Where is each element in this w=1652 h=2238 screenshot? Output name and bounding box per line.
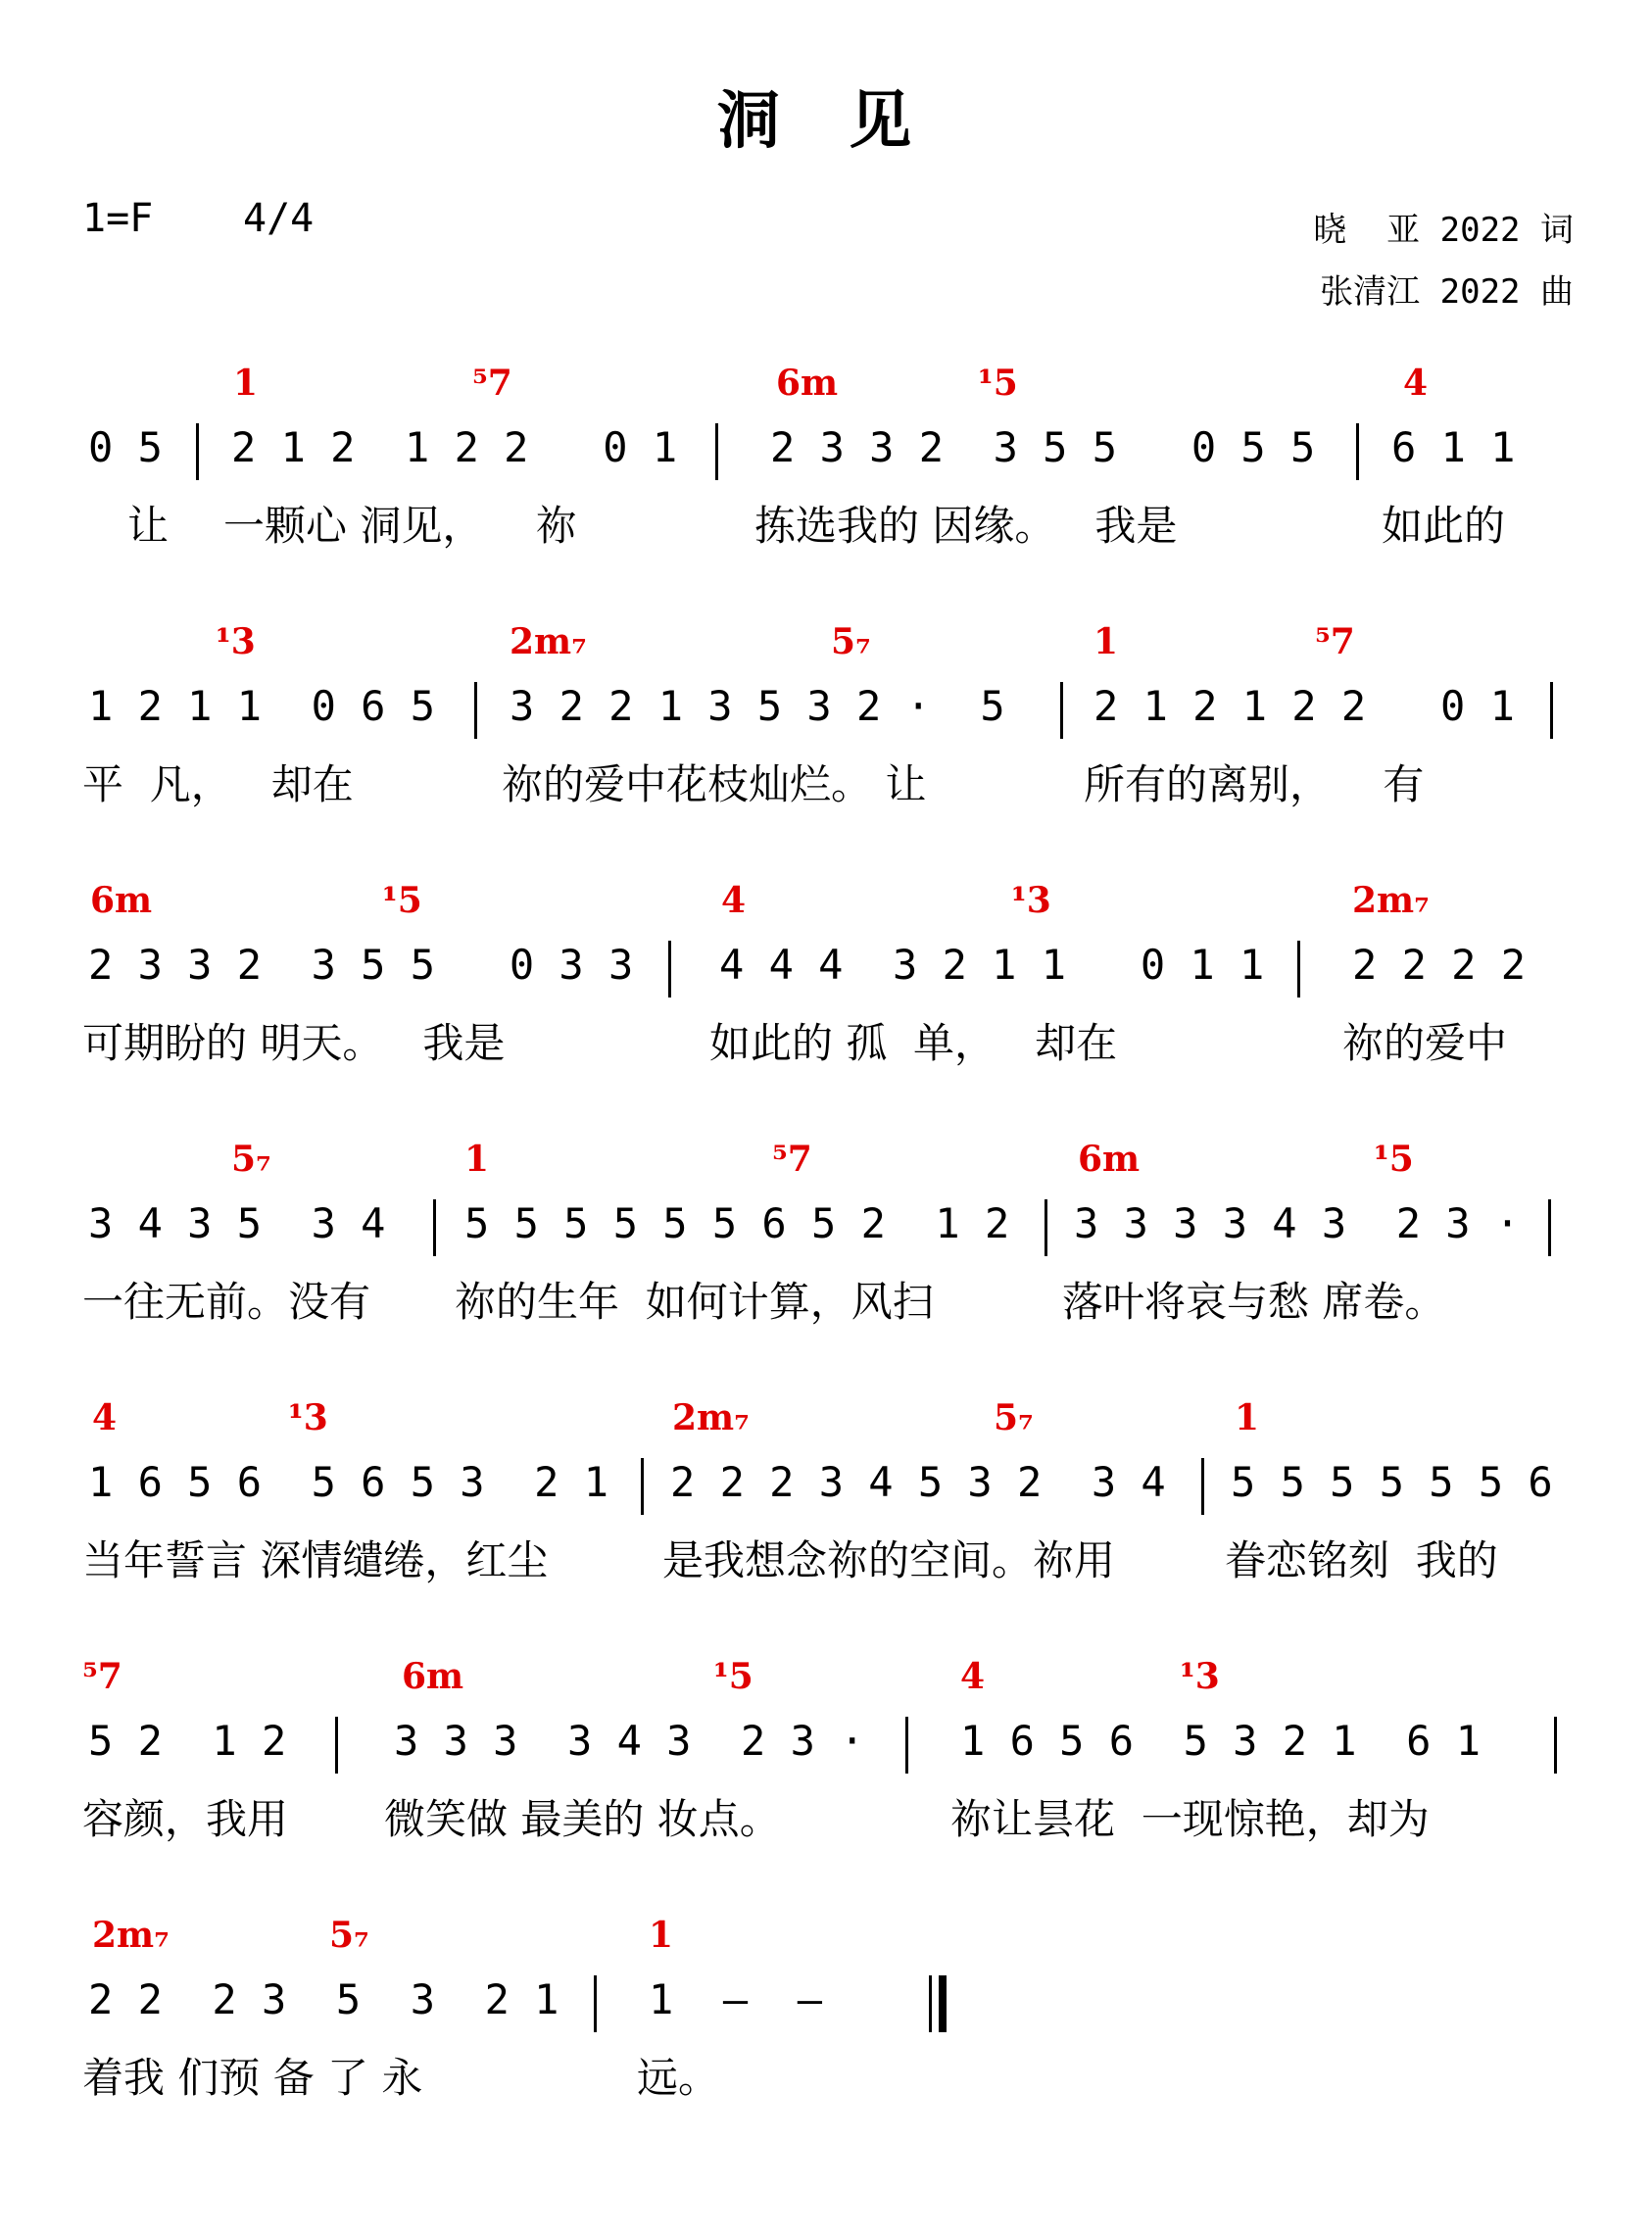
chord-symbol: 2m₇ (1352, 880, 1430, 921)
measure-notes: 2 1 2 1 2 2 0 1 (1093, 682, 1515, 730)
barline (196, 423, 199, 480)
measure-notes: 1 2 1 1 0 6 5 (88, 682, 436, 730)
chord-symbol: 5₇ (831, 621, 871, 662)
song-title: 洞 见 (716, 85, 936, 158)
measure-notes: 2 2 2 3 5 3 2 1 (88, 1975, 559, 2023)
measure-notes: 1 6 5 6 5 3 2 1 6 1 (960, 1717, 1482, 1765)
barline (1550, 682, 1553, 739)
lyric-text: 如此的 孤 单， 却在 (709, 1019, 1118, 1067)
chord-row (78, 1915, 1574, 1970)
measure-notes: 5 5 5 5 5 5 6 5 2 1 2 (464, 1199, 1010, 1247)
lyric-row (78, 2046, 1574, 2101)
chord-symbol: 2m₇ (510, 621, 587, 662)
chord-row (78, 880, 1574, 935)
score-system-1 (78, 363, 1574, 559)
score-system-5 (78, 1397, 1574, 1593)
chord-symbol: 6m (776, 363, 839, 404)
measure-notes: 2 2 2 2 (1352, 941, 1527, 989)
chord-symbol: ¹3 (1180, 1656, 1220, 1697)
lyric-text: 远。 (637, 2054, 720, 2102)
barline (335, 1717, 338, 1774)
chord-symbol: ¹5 (713, 1656, 753, 1697)
chord-row (78, 621, 1574, 676)
notation-row (78, 423, 1574, 486)
barline (905, 1717, 908, 1774)
time-signature: 4/4 (243, 196, 315, 241)
lyric-row (78, 1270, 1574, 1325)
lyric-text: 眷恋铭刻 我的 (1225, 1536, 1498, 1584)
measure-notes: 4 4 4 3 2 1 1 0 1 1 (719, 941, 1265, 989)
lyric-text: 祢的爱中 (1342, 1019, 1508, 1067)
lyric-row (78, 753, 1574, 807)
barline (1548, 1199, 1551, 1256)
chord-symbol: ¹3 (216, 621, 256, 662)
barline (1297, 941, 1300, 997)
lyric-text: 所有的离别， 有 (1084, 760, 1425, 808)
lyric-text: 祢的生年 如何计算，风扫 (455, 1278, 934, 1326)
lyric-text: 如此的 (1382, 502, 1506, 550)
barline (641, 1458, 644, 1515)
chord-symbol: 2m₇ (672, 1397, 750, 1438)
lyric-text: 是我想念祢的空间。祢用 (662, 1536, 1116, 1584)
lyricist-credit: 晓 亚 2022 词 (1313, 211, 1574, 250)
measure-notes: 2 2 2 3 4 5 3 2 3 4 (670, 1458, 1166, 1506)
chord-symbol: 2m₇ (92, 1915, 170, 1956)
barline (433, 1199, 436, 1256)
chord-symbol: 1 (1235, 1397, 1260, 1438)
notation-row (78, 1717, 1574, 1779)
chord-symbol: 1 (1093, 621, 1119, 662)
notation-row (78, 1975, 1574, 2038)
score-system-6 (78, 1656, 1574, 1852)
chord-symbol: 6m (90, 880, 153, 921)
score-system-4 (78, 1139, 1574, 1335)
chord-row (78, 1656, 1574, 1711)
lyric-text: 祢的爱中花枝灿烂。 让 (502, 760, 927, 808)
barline (594, 1975, 597, 2032)
score-system-2 (78, 621, 1574, 817)
notation-row (78, 1199, 1574, 1262)
barline (1060, 682, 1063, 739)
chord-symbol: ⁵7 (472, 363, 512, 404)
notation-row (78, 1458, 1574, 1521)
chord-symbol: ¹5 (978, 363, 1018, 404)
notation-row (78, 941, 1574, 1003)
chord-symbol: 5₇ (994, 1397, 1034, 1438)
measure-notes: 2 3 3 2 3 5 5 0 5 5 (770, 423, 1316, 471)
measure-notes: 1 – – (649, 1975, 823, 2023)
measure-notes: 1 6 5 6 5 6 5 3 2 1 (88, 1458, 609, 1506)
barline (1554, 1717, 1557, 1774)
measure-notes: 3 2 2 1 3 5 3 2 · 5 (510, 682, 1005, 730)
barline (668, 941, 671, 997)
lyric-text: 容颜，我用 (82, 1795, 289, 1843)
chord-symbol: 1 (464, 1139, 490, 1180)
chord-symbol: 1 (233, 363, 259, 404)
lyric-row (78, 494, 1574, 549)
barline (474, 682, 477, 739)
chord-row (78, 1139, 1574, 1193)
measure-notes: 5 5 5 5 5 5 6 (1231, 1458, 1553, 1506)
lyric-text: 一颗心 洞见， 祢 (223, 502, 577, 550)
measure-notes: 3 3 3 3 4 3 2 3 · (1074, 1199, 1521, 1247)
measure-notes: 5 2 1 2 (88, 1717, 287, 1765)
chord-symbol: 1 (649, 1915, 674, 1956)
lyric-text: 祢让昙花 一现惊艳，却为 (950, 1795, 1430, 1843)
chord-symbol: 4 (1403, 363, 1429, 404)
chord-symbol: ⁵7 (772, 1139, 812, 1180)
lyric-text: 可期盼的 明天。 我是 (82, 1019, 506, 1067)
chord-symbol: ¹3 (1011, 880, 1051, 921)
lyric-text: 着我 们预 备 了 永 (82, 2054, 423, 2102)
chord-symbol: 6m (402, 1656, 464, 1697)
measure-notes: 6 1 1 (1391, 423, 1516, 471)
measure-notes: 2 3 3 2 3 5 5 0 3 3 (88, 941, 634, 989)
barline (1045, 1199, 1047, 1256)
chord-symbol: 4 (721, 880, 747, 921)
chord-symbol: ¹5 (382, 880, 422, 921)
measure-notes: 2 1 2 1 2 2 0 1 (231, 423, 678, 471)
barline (1201, 1458, 1204, 1515)
barline (929, 1975, 932, 2032)
lyric-text: 拣选我的 因缘。 我是 (754, 502, 1178, 550)
barline (715, 423, 718, 480)
final-barline (939, 1975, 947, 2032)
lyric-text: 落叶将哀与愁 席卷。 (1062, 1278, 1446, 1326)
chord-symbol: 5₇ (329, 1915, 369, 1956)
lyric-row (78, 1011, 1574, 1066)
chord-symbol: 4 (92, 1397, 118, 1438)
chord-symbol: 6m (1078, 1139, 1141, 1180)
chord-symbol: ⁵7 (1315, 621, 1355, 662)
lyric-text: 让 (127, 502, 170, 550)
chord-row (78, 1397, 1574, 1452)
lyric-text: 平 凡， 却在 (82, 760, 354, 808)
chord-symbol: ¹3 (288, 1397, 328, 1438)
barline (1356, 423, 1359, 480)
lyric-text: 当年誓言 深情缱绻，红尘 (82, 1536, 549, 1584)
score-system-7 (78, 1915, 1574, 2111)
chord-symbol: ⁵7 (82, 1656, 122, 1697)
key-signature: 1=F (82, 196, 154, 241)
chord-symbol: 5₇ (231, 1139, 271, 1180)
lyric-text: 微笑做 最美的 妆点。 (384, 1795, 781, 1843)
lyric-row (78, 1529, 1574, 1583)
lyric-row (78, 1787, 1574, 1842)
lyric-text: 一往无前。没有 (82, 1278, 371, 1326)
notation-row (78, 682, 1574, 745)
measure-notes: 3 4 3 5 3 4 (88, 1199, 386, 1247)
composer-credit: 张清江 2022 曲 (1320, 272, 1574, 312)
chord-symbol: ¹5 (1374, 1139, 1414, 1180)
score-system-3 (78, 880, 1574, 1076)
chord-row (78, 363, 1574, 417)
chord-symbol: 4 (960, 1656, 986, 1697)
measure-notes: 0 5 (88, 423, 163, 471)
measure-notes: 3 3 3 3 4 3 2 3 · (394, 1717, 865, 1765)
